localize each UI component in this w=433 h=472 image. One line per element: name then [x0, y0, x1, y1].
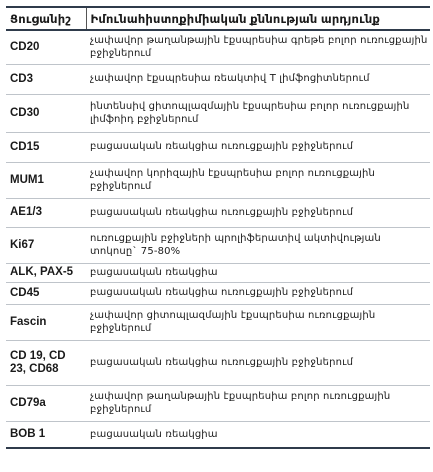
marker-cell: CD3 — [6, 64, 86, 94]
marker-cell: Ki67 — [6, 227, 86, 263]
table-row — [6, 263, 430, 282]
result-cell: չափավոր կորիզային էքսպրեսիա բոլոր ուռուցքային բջիջներում — [86, 162, 430, 198]
marker-cell: CD30 — [6, 94, 86, 132]
result-cell: չափավոր ցիտոպլազմային էքսպրեսիա ուռուցքային բջիջներում — [86, 304, 430, 340]
result-cell: չափավոր էքսպրեսիա ռեակտիվ T լիմֆոցիտներում — [86, 64, 430, 94]
table-row — [6, 304, 430, 340]
marker-cell: CD79a — [6, 385, 86, 421]
table-row — [6, 30, 430, 64]
table-row — [6, 385, 430, 421]
table-row — [6, 162, 430, 198]
result-cell: բացասական ռեակցիա — [86, 421, 430, 448]
result-cell: բացասական ռեակցիա — [86, 263, 430, 282]
marker-cell: BOB 1 — [6, 421, 86, 448]
marker-cell: CD15 — [6, 132, 86, 162]
table-header-row — [6, 7, 430, 30]
result-cell: ուռուցքային բջիջների պրոլիֆերատիվ ակտիվության տոկոսը` 75-80% — [86, 227, 430, 263]
table-row — [6, 421, 430, 448]
table-row — [6, 282, 430, 304]
result-cell: չափավոր թաղանթային էքսպրեսիա գրեթե բոլոր ուռուցքային բջիջներում — [86, 30, 430, 64]
marker-cell: Fascin — [6, 304, 86, 340]
marker-cell: AE1/3 — [6, 198, 86, 227]
marker-cell: CD 19, CD 23, CD68 — [6, 340, 86, 385]
table-row — [6, 227, 430, 263]
result-cell: բացասական ռեակցիա ուռուցքային բջիջներում — [86, 282, 430, 304]
header-result: Իմունահիստոքիմիական քննության արդյունք — [86, 7, 430, 30]
table-row — [6, 340, 430, 385]
header-marker: Ցուցանիշ — [6, 7, 86, 30]
marker-cell: CD45 — [6, 282, 86, 304]
result-cell: չափավոր թաղանթային էքսպրեսիա բոլոր ուռուցքային բջիջներում — [86, 385, 430, 421]
marker-cell: CD20 — [6, 30, 86, 64]
table-row — [6, 64, 430, 94]
marker-cell: MUM1 — [6, 162, 86, 198]
marker-cell: ALK, PAX-5 — [6, 263, 86, 282]
table-row — [6, 132, 430, 162]
table-row — [6, 198, 430, 227]
result-cell: բացասական ռեակցիա ուռուցքային բջիջներում — [86, 198, 430, 227]
ihc-results-table — [6, 6, 430, 449]
result-cell: բացասական ռեակցիա ուռուցքային բջիջներում — [86, 132, 430, 162]
result-cell: բացասական ռեակցիա ուռուցքային բջիջներում — [86, 340, 430, 385]
result-cell: ինտենսիվ ցիտոպլազմային էքսպրեսիա բոլոր ուռուցքային լիմֆոիդ բջիջներում — [86, 94, 430, 132]
table-row — [6, 94, 430, 132]
